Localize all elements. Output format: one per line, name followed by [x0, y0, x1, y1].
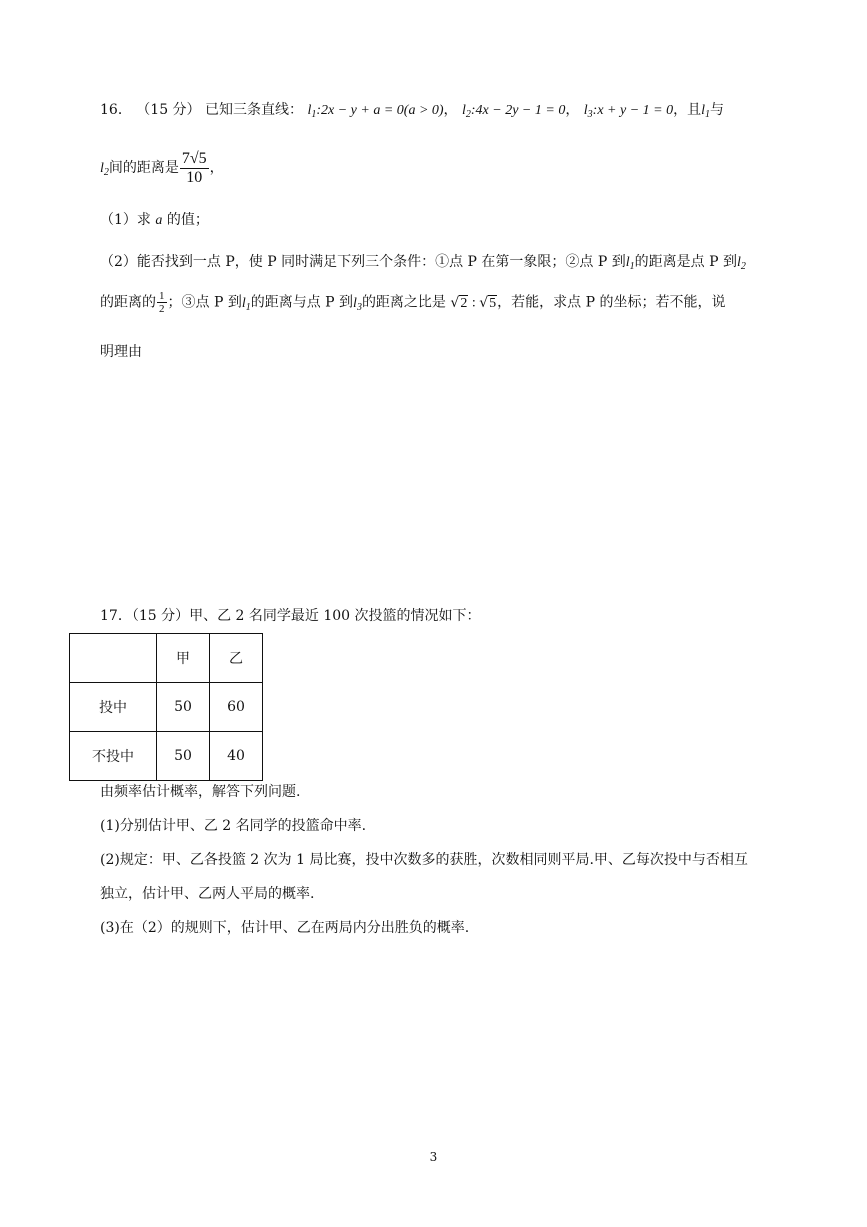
q16-part1: （1）求 a 的值； — [100, 212, 209, 228]
q16-intro: 已知三条直线： — [205, 102, 303, 118]
table-row-label: 投中 — [70, 683, 157, 732]
q16-number: 16． — [100, 102, 132, 118]
table-header-jia: 甲 — [157, 634, 210, 683]
shooting-table — [69, 633, 263, 781]
table-row — [70, 683, 263, 732]
distance-fraction — [180, 150, 209, 186]
distance-text: 间的距离是 — [108, 160, 179, 177]
table-cell: 50 — [157, 732, 210, 781]
q17-part1: (1)分别估计甲、乙 2 名同学的投篮命中率. — [100, 818, 367, 834]
table-cell: 50 — [157, 683, 210, 732]
line-l1-label: $l_1$ — [307, 103, 317, 120]
q16-line2: $l_2$间的距离是 $\frac{7√5}{10}$ ， — [100, 150, 224, 186]
table-header-yi: 乙 — [210, 634, 263, 683]
q16-part2-line3: 明理由 — [100, 344, 142, 360]
table-cell — [70, 634, 157, 683]
line-l2-equation: :4x − 2y − 1 = 0 — [470, 103, 566, 118]
q17-part2-line2: 独立，估计甲、乙两人平局的概率. — [100, 886, 315, 902]
q17-part2-line1: (2)规定：甲、乙各投篮 2 次为 1 局比赛，投中次数多的获胜，次数相同则平局.甲、乙每次投中与否相互 — [100, 852, 748, 868]
q16-score: （15 分） — [136, 102, 201, 118]
sqrt-2: √2 — [450, 294, 468, 311]
q16-part2-line2: 的距离的 $\frac{1}{2}$ ；③点 P 到$l_1$的距离与点 P 到$l_3$的距离之比是 √2 : √5，若能，求点 P 的坐标；若不能，说 — [100, 290, 726, 316]
line-l1-equation: :2x − y + a = 0(a > 0) — [316, 103, 444, 118]
line-l3-equation: :x + y − 1 = 0 — [592, 103, 674, 118]
table-row — [70, 732, 263, 781]
distance-denominator: 10 — [186, 168, 203, 186]
table-cell: 60 — [210, 683, 263, 732]
q16-line1: 16． （15 分） 已知三条直线： $l_1:2x - y + a = 0(a > 0)$， $l_2:4x - 2y - 1 = 0$， $l_3:x + y - 1 = 0$，且$l_1$与 — [100, 102, 724, 120]
q17-part3: (3)在（2）的规则下，估计甲、乙在两局内分出胜负的概率. — [100, 920, 470, 936]
sqrt-5: √5 — [479, 294, 497, 311]
distance-numerator: 7√5 — [181, 150, 207, 167]
page-number: 3 — [429, 1150, 438, 1164]
table-row-label: 不投中 — [70, 732, 157, 781]
half-fraction: $\frac{1}{2}$ — [159, 290, 165, 316]
q17-title: 17．（15 分）甲、乙 2 名同学最近 100 次投篮的情况如下： — [100, 608, 481, 624]
line-l3-label: $l_3$ — [583, 103, 593, 120]
q16-part2-line1: （2）能否找到一点 P，使 P 同时满足下列三个条件：①点 P 在第一象限；②点 P 到$l_1$的距离是点 P 到$l_2$ — [100, 254, 746, 272]
table-cell: 40 — [210, 732, 263, 781]
q17-intro: 由频率估计概率，解答下列问题. — [100, 784, 301, 800]
table-header-row — [70, 634, 263, 683]
variable-a: a — [155, 213, 163, 228]
line-l2-label: $l_2$ — [462, 103, 471, 120]
